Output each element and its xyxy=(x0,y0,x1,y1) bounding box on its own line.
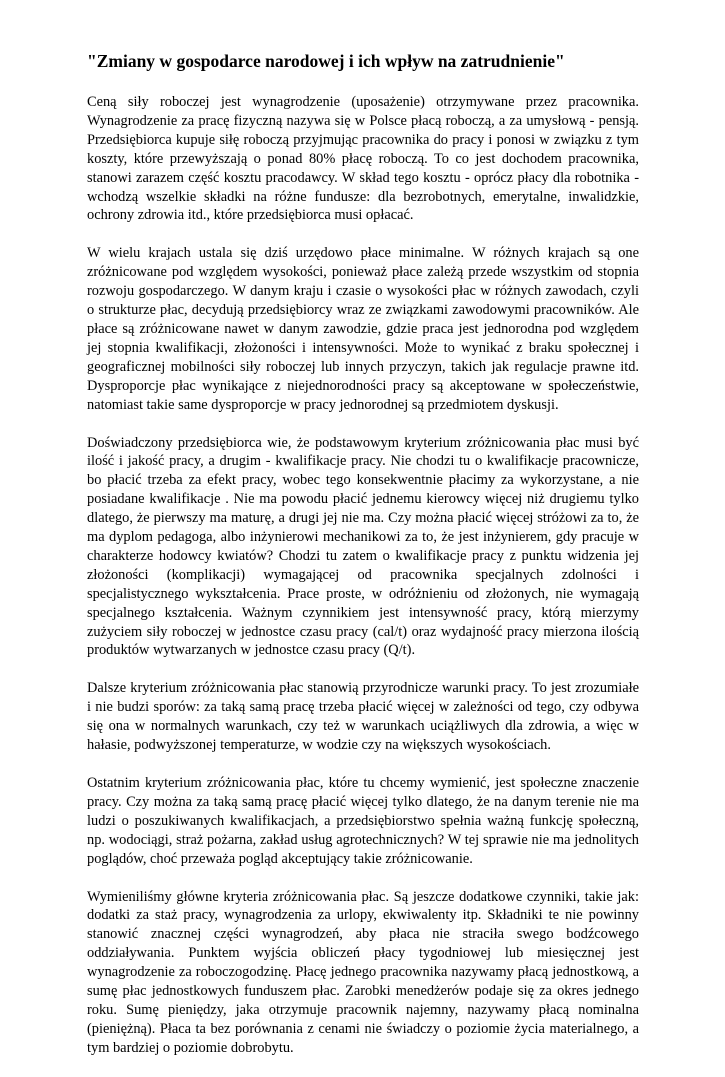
paragraph-additional-factors: Wymieniliśmy główne kryteria zróżnicowania płac. Są jeszcze dodatkowe czynniki, takie jak: dodatki za staż pracy, wynagrodzenia za urlopy, ekwiwalenty itp. Składniki te nie powinny stanowić znacznej części wynagrodzeń, aby płaca nie straciła swego bodźcowego oddziaływania. Punktem wyjścia obliczeń płacy tygodniowej lub miesięcznej jest wynagrodzenie za roboczogodzinę. Płacę jednego pracownika nazywamy płacą jednostkową, a sumę płac jednostkowych funduszem płac. Zarobki menedżerów podaje się za okres jednego roku. Sumę pieniędzy, jaka otrzymuje pracownik najemny, nazywamy płacą nominalna (pieniężną). Płaca ta bez porównania z cenami nie świadczy o poziomie życia materialnego, a tym bardziej o poziomie dobrobytu. xyxy=(87,888,639,1056)
document-title: "Zmiany w gospodarce narodowej i ich wpływ na zatrudnienie" xyxy=(87,51,565,71)
paragraph-wage-criteria: Doświadczony przedsiębiorca wie, że podstawowym kryterium zróżnicowania płac musi być ilość i jakość pracy, a drugim - kwalifikacje pracy. Nie chodzi tu o kwalifikacje pracownicze, bo płacić trzeba za efekt pracy, wobec tego konsekwentnie płacimy za wykorzystane, a nie posiadane kwalifikacje . Nie ma powodu płacić jednemu kierowcy więcej niż drugiemu tylko dlatego, że pierwszy ma maturę, a drugi jej nie ma. Czy można płacić więcej stróżowi za to, że ma dyplom pedagoga, albo inżynierowi mechanikowi za to, że jest inżynierem, gdy pracuje w charakterze hodowcy kwiatów? Chodzi tu zatem o kwalifikacje pracy z punktu widzenia jej złożoności (komplikacji) wymagającej od pracownika specjalnych zdolności i specjalistycznego wykształcenia. Prace proste, w odróżnieniu od złożonych, nie wymagają specjalnego kształcenia. Ważnym czynnikiem jest intensywność pracy, którą mierzymy zużyciem siły roboczej w jednostce czasu pracy (cal/t) oraz wydajność pracy mierzona ilością produktów wytwarzanych w jednostce czasu pracy (Q/t). xyxy=(87,434,639,659)
paragraph-labor-price: Ceną siły roboczej jest wynagrodzenie (uposażenie) otrzymywane przez pracownika. Wynagrodzenie za pracę fizyczną nazywa się w Polsce płacą roboczą, a za umysłową - pensją. Przedsiębiorca kupuje siłę roboczą przyjmując pracownika do pracy i ponosi w związku z tym koszty, które przewyższają o ponad 80% płacę roboczą. To co jest dochodem pracownika, stanowi zarazem część kosztu pracodawcy. W skład tego kosztu - oprócz płacy dla robotnika - wchodzą wszelkie składki na różne fundusze: dla bezrobotnych, emerytalne, inwalidzkie, ochrony zdrowia itd., które przedsiębiorca musi opłacać. xyxy=(87,94,639,224)
paragraph-minimum-wages: W wielu krajach ustala się dziś urzędowo płace minimalne. W różnych krajach są one zróżnicowane pod względem wysokości, ponieważ płace zależą przede wszystkim od stopnia rozwoju gospodarczego. W danym kraju i czasie o wysokości płac w różnych zawodach, czyli o strukturze płac, decydują przedsiębiorcy wraz ze związkami zawodowymi pracowników. Ale płace są zróżnicowane nawet w danym zawodzie, gdzie praca jest jednorodna pod względem jej stopnia kwalifikacji, złożoności i intensywności. Może to wynikać z braku społecznej i geograficznej mobilności siły roboczej lub innych przyczyn, takich jak regulacje prawne itd. Dysproporcje płac wynikające z niejednorodności pracy są akceptowane w społeczeństwie, natomiast takie same dysproporcje w pracy jednorodnej są przedmiotem dyskusji. xyxy=(87,245,639,413)
paragraph-work-conditions: Dalsze kryterium zróżnicowania płac stanowią przyrodnicze warunki pracy. To jest zrozumiałe i nie budzi sporów: za taką samą pracę trzeba płacić więcej w zależności od tego, czy odbywa się ona w normalnych warunkach, czy też w warunkach uciążliwych dla zdrowia, a więc w hałasie, podwyższonej temperaturze, w wodzie czy na większych wysokościach. xyxy=(87,680,639,754)
document-page xyxy=(87,50,639,1077)
paragraph-social-significance: Ostatnim kryterium zróżnicowania płac, które tu chcemy wymienić, jest społeczne znaczenie pracy. Czy można za taką samą pracę płacić więcej tylko dlatego, że na danym terenie nie ma ludzi o poszukiwanych kwalifikacjach, a przedsiębiorstwo spełnia ważną funkcję społeczną, np. wodociągi, straż pożarna, zakład usług agrotechnicznych? W tej sprawie nie ma jednolitych poglądów, choć przeważa pogląd akceptujący takie zróżnicowanie. xyxy=(87,775,639,867)
